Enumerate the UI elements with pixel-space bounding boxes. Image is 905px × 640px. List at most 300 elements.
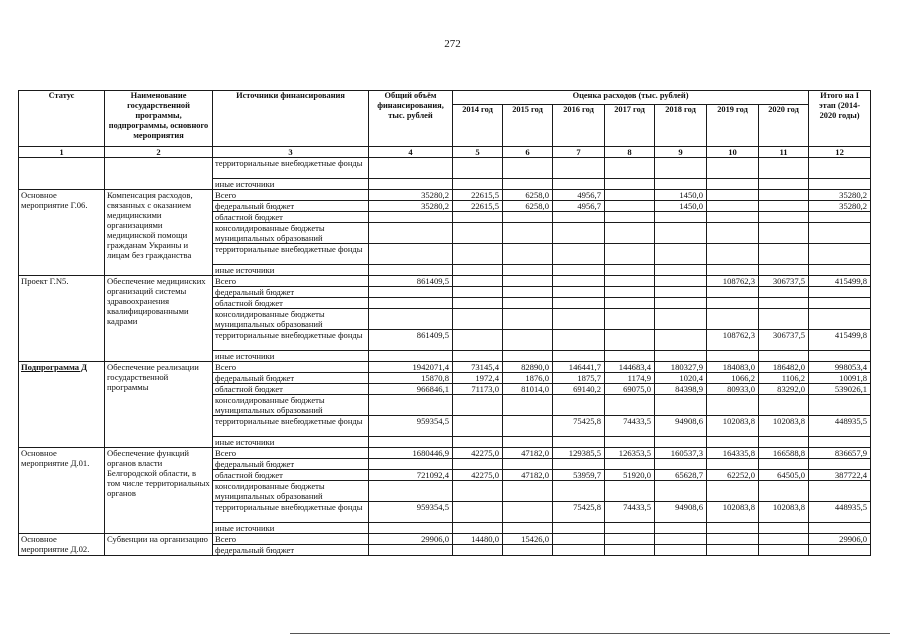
header-itogo: Итого на I этап (2014-2020 годы) (809, 91, 871, 147)
itogo-cell (809, 309, 871, 330)
itogo-cell (809, 459, 871, 470)
year-cell (605, 351, 655, 362)
year-cell (707, 459, 759, 470)
column-number: 4 (369, 147, 453, 158)
year-cell (707, 481, 759, 502)
empty-cell (707, 158, 759, 179)
year-cell (605, 212, 655, 223)
empty-cell (809, 158, 871, 179)
year-cell (707, 523, 759, 534)
table-row (19, 448, 871, 459)
year-cell (553, 330, 605, 351)
source-cell: Всего (213, 362, 369, 373)
itogo-cell: 448935,5 (809, 416, 871, 437)
year-cell (553, 534, 605, 545)
year-cell (503, 287, 553, 298)
year-cell (553, 298, 605, 309)
itogo-cell (809, 395, 871, 416)
year-cell: 75425,8 (553, 502, 605, 523)
table-row (19, 276, 871, 287)
source-cell: областной бюджет (213, 470, 369, 481)
empty-cell (453, 158, 503, 179)
table-row (19, 190, 871, 201)
empty-cell (707, 179, 759, 190)
year-cell: 83292,0 (759, 384, 809, 395)
total-cell: 861409,5 (369, 330, 453, 351)
header-year: 2015 год (503, 105, 553, 147)
total-cell (369, 395, 453, 416)
year-cell (605, 545, 655, 556)
column-number: 3 (213, 147, 369, 158)
year-cell (707, 395, 759, 416)
year-cell (707, 265, 759, 276)
itogo-cell: 448935,5 (809, 502, 871, 523)
table-row (19, 158, 871, 179)
year-cell (605, 395, 655, 416)
year-cell: 108762,3 (707, 276, 759, 287)
total-cell: 35280,2 (369, 190, 453, 201)
total-cell (369, 212, 453, 223)
year-cell (605, 481, 655, 502)
year-cell (759, 223, 809, 244)
year-cell (605, 190, 655, 201)
table-row (19, 534, 871, 545)
year-cell (605, 265, 655, 276)
source-cell: консолидированные бюджеты муниципальных образований (213, 481, 369, 502)
year-cell (553, 223, 605, 244)
year-cell: 47182,0 (503, 448, 553, 459)
table-row (19, 362, 871, 373)
year-cell: 1066,2 (707, 373, 759, 384)
year-cell: 1174,9 (605, 373, 655, 384)
source-cell: территориальные внебюджетные фонды (213, 244, 369, 265)
column-number: 1 (19, 147, 105, 158)
empty-cell (369, 158, 453, 179)
total-cell (369, 223, 453, 244)
year-cell (707, 351, 759, 362)
finance-table-container (18, 90, 870, 556)
status-cell (19, 158, 105, 190)
header-year: 2018 год (655, 105, 707, 147)
column-number: 2 (105, 147, 213, 158)
year-cell (707, 298, 759, 309)
year-cell (553, 437, 605, 448)
year-cell (553, 481, 605, 502)
itogo-cell (809, 244, 871, 265)
source-cell: Всего (213, 534, 369, 545)
year-cell: 184083,0 (707, 362, 759, 373)
header-total: Общий объём финансирования, тыс. рублей (369, 91, 453, 147)
year-cell (759, 437, 809, 448)
name-cell: Обеспечение функций органов власти Белгородской области, в том числе территориальных органов (105, 448, 213, 534)
header-source: Источники финансирования (213, 91, 369, 147)
year-cell (453, 459, 503, 470)
year-cell (453, 481, 503, 502)
year-cell: 74433,5 (605, 502, 655, 523)
itogo-cell (809, 223, 871, 244)
year-cell: 144683,4 (605, 362, 655, 373)
year-cell (707, 190, 759, 201)
column-number: 7 (553, 147, 605, 158)
year-cell: 71173,0 (453, 384, 503, 395)
year-cell (707, 545, 759, 556)
year-cell (759, 201, 809, 212)
header-year: 2017 год (605, 105, 655, 147)
empty-cell (503, 179, 553, 190)
year-cell: 1450,0 (655, 190, 707, 201)
itogo-cell (809, 437, 871, 448)
year-cell: 14480,0 (453, 534, 503, 545)
year-cell: 180327,9 (655, 362, 707, 373)
year-cell (503, 523, 553, 534)
year-cell: 75425,8 (553, 416, 605, 437)
header-estimate: Оценка расходов (тыс. рублей) (453, 91, 809, 105)
year-cell: 164335,8 (707, 448, 759, 459)
year-cell: 51920,0 (605, 470, 655, 481)
year-cell (503, 212, 553, 223)
finance-table (18, 90, 871, 556)
itogo-cell: 387722,4 (809, 470, 871, 481)
itogo-cell (809, 351, 871, 362)
year-cell (553, 265, 605, 276)
year-cell (655, 481, 707, 502)
year-cell: 69140,2 (553, 384, 605, 395)
status-cell: Основное мероприятие Д.01. (19, 448, 105, 534)
year-cell (759, 395, 809, 416)
source-cell: иные источники (213, 437, 369, 448)
status-cell: Основное мероприятие Д.02. (19, 534, 105, 556)
year-cell (503, 459, 553, 470)
table-header (19, 91, 871, 158)
year-cell (759, 212, 809, 223)
year-cell (605, 298, 655, 309)
year-cell (503, 265, 553, 276)
year-cell (553, 287, 605, 298)
empty-cell (503, 158, 553, 179)
header-year: 2020 год (759, 105, 809, 147)
name-cell: Обеспечение медицинских организаций системы здравоохранения квалифицированными кадрами (105, 276, 213, 362)
year-cell: 15426,0 (503, 534, 553, 545)
year-cell: 1450,0 (655, 201, 707, 212)
itogo-cell: 29906,0 (809, 534, 871, 545)
year-cell (707, 244, 759, 265)
year-cell (553, 545, 605, 556)
year-cell (453, 265, 503, 276)
year-cell (655, 309, 707, 330)
year-cell (655, 223, 707, 244)
year-cell: 6258,0 (503, 190, 553, 201)
year-cell: 84398,9 (655, 384, 707, 395)
year-cell (453, 502, 503, 523)
year-cell: 22615,5 (453, 190, 503, 201)
year-cell: 108762,3 (707, 330, 759, 351)
year-cell (605, 534, 655, 545)
year-cell: 64505,0 (759, 470, 809, 481)
status-cell: Проект Г.N5. (19, 276, 105, 362)
year-cell (605, 244, 655, 265)
year-cell: 1106,2 (759, 373, 809, 384)
year-cell (707, 223, 759, 244)
year-cell (453, 351, 503, 362)
year-cell: 186482,0 (759, 362, 809, 373)
year-cell (655, 395, 707, 416)
year-cell: 102083,8 (707, 416, 759, 437)
year-cell (503, 298, 553, 309)
itogo-cell (809, 481, 871, 502)
year-cell: 62252,0 (707, 470, 759, 481)
year-cell (655, 287, 707, 298)
total-cell (369, 459, 453, 470)
header-year: 2016 год (553, 105, 605, 147)
total-cell (369, 244, 453, 265)
year-cell (503, 545, 553, 556)
empty-cell (605, 179, 655, 190)
year-cell: 129385,5 (553, 448, 605, 459)
year-cell (503, 416, 553, 437)
total-cell (369, 309, 453, 330)
year-cell (759, 287, 809, 298)
total-cell: 29906,0 (369, 534, 453, 545)
source-cell: Всего (213, 448, 369, 459)
year-cell (553, 459, 605, 470)
year-cell (707, 212, 759, 223)
year-cell (655, 459, 707, 470)
source-cell: областной бюджет (213, 384, 369, 395)
year-cell: 102083,8 (759, 416, 809, 437)
total-cell: 35280,2 (369, 201, 453, 212)
empty-cell (553, 179, 605, 190)
header-name: Наименование государственной программы, подпрограммы, основного мероприятия (105, 91, 213, 147)
empty-cell (605, 158, 655, 179)
year-cell: 1876,0 (503, 373, 553, 384)
year-cell (453, 545, 503, 556)
total-cell: 959354,5 (369, 502, 453, 523)
itogo-cell: 539026,1 (809, 384, 871, 395)
year-cell: 42275,0 (453, 448, 503, 459)
source-cell: федеральный бюджет (213, 459, 369, 470)
year-cell (553, 395, 605, 416)
year-cell (503, 481, 553, 502)
year-cell (759, 309, 809, 330)
year-cell (605, 437, 655, 448)
name-cell: Субвенции на организацию (105, 534, 213, 556)
year-cell (655, 545, 707, 556)
year-cell: 73145,4 (453, 362, 503, 373)
empty-cell (655, 179, 707, 190)
year-cell: 160537,3 (655, 448, 707, 459)
itogo-cell: 35280,2 (809, 201, 871, 212)
year-cell: 65628,7 (655, 470, 707, 481)
year-cell: 1875,7 (553, 373, 605, 384)
source-cell: территориальные внебюджетные фонды (213, 158, 369, 179)
source-cell: областной бюджет (213, 298, 369, 309)
page-number: 272 (444, 38, 461, 50)
itogo-cell (809, 298, 871, 309)
itogo-cell (809, 212, 871, 223)
column-number: 10 (707, 147, 759, 158)
itogo-cell (809, 287, 871, 298)
source-cell: территориальные внебюджетные фонды (213, 502, 369, 523)
source-cell: Всего (213, 276, 369, 287)
year-cell: 1020,4 (655, 373, 707, 384)
header-status: Статус (19, 91, 105, 147)
year-cell: 146441,7 (553, 362, 605, 373)
year-cell: 94908,6 (655, 502, 707, 523)
year-cell (553, 309, 605, 330)
total-cell (369, 437, 453, 448)
source-cell: территориальные внебюджетные фонды (213, 416, 369, 437)
year-cell (553, 244, 605, 265)
empty-cell (655, 158, 707, 179)
itogo-cell: 998053,4 (809, 362, 871, 373)
year-cell (759, 265, 809, 276)
year-cell (655, 534, 707, 545)
year-cell (707, 309, 759, 330)
year-cell (707, 437, 759, 448)
year-cell (655, 330, 707, 351)
year-cell (605, 276, 655, 287)
itogo-cell: 415499,8 (809, 276, 871, 287)
total-cell: 15870,8 (369, 373, 453, 384)
year-cell: 126353,5 (605, 448, 655, 459)
year-cell: 102083,8 (759, 502, 809, 523)
year-cell (655, 276, 707, 287)
total-cell (369, 287, 453, 298)
year-cell (655, 437, 707, 448)
year-cell (503, 502, 553, 523)
empty-cell (553, 158, 605, 179)
year-cell (453, 223, 503, 244)
year-cell: 102083,8 (707, 502, 759, 523)
year-cell (453, 298, 503, 309)
year-cell (605, 223, 655, 244)
year-cell (503, 330, 553, 351)
total-cell: 861409,5 (369, 276, 453, 287)
column-number: 5 (453, 147, 503, 158)
total-cell: 959354,5 (369, 416, 453, 437)
empty-cell (759, 158, 809, 179)
source-cell: Всего (213, 190, 369, 201)
year-cell (655, 351, 707, 362)
year-cell (453, 416, 503, 437)
source-cell: консолидированные бюджеты муниципальных образований (213, 309, 369, 330)
column-number: 8 (605, 147, 655, 158)
year-cell (605, 287, 655, 298)
itogo-cell (809, 545, 871, 556)
year-cell (553, 212, 605, 223)
year-cell (655, 523, 707, 534)
year-cell (605, 523, 655, 534)
header-year: 2014 год (453, 105, 503, 147)
empty-cell (453, 179, 503, 190)
total-cell: 721092,4 (369, 470, 453, 481)
year-cell (503, 351, 553, 362)
column-number: 11 (759, 147, 809, 158)
year-cell (453, 309, 503, 330)
year-cell (453, 276, 503, 287)
year-cell: 82890,0 (503, 362, 553, 373)
itogo-cell: 10091,8 (809, 373, 871, 384)
column-number: 6 (503, 147, 553, 158)
status-cell: Подпрограмма Д (19, 362, 105, 448)
year-cell: 74433,5 (605, 416, 655, 437)
year-cell (553, 351, 605, 362)
source-cell: областной бюджет (213, 212, 369, 223)
total-cell: 966846,1 (369, 384, 453, 395)
itogo-cell: 836657,9 (809, 448, 871, 459)
status-cell: Основное мероприятие Г.06. (19, 190, 105, 276)
year-cell (655, 212, 707, 223)
year-cell (759, 545, 809, 556)
year-cell (759, 351, 809, 362)
year-cell (553, 276, 605, 287)
source-cell: консолидированные бюджеты муниципальных образований (213, 395, 369, 416)
year-cell (453, 287, 503, 298)
name-cell: Обеспечение реализации государственной программы (105, 362, 213, 448)
total-cell: 1942071,4 (369, 362, 453, 373)
year-cell (759, 298, 809, 309)
total-cell (369, 265, 453, 276)
year-cell (655, 244, 707, 265)
year-cell (453, 212, 503, 223)
empty-cell (759, 179, 809, 190)
year-cell (707, 534, 759, 545)
year-cell: 94908,6 (655, 416, 707, 437)
source-cell: федеральный бюджет (213, 545, 369, 556)
year-cell (707, 201, 759, 212)
source-cell: иные источники (213, 523, 369, 534)
itogo-cell (809, 523, 871, 534)
year-cell: 6258,0 (503, 201, 553, 212)
empty-cell (809, 179, 871, 190)
year-cell: 53959,7 (553, 470, 605, 481)
source-cell: территориальные внебюджетные фонды (213, 330, 369, 351)
year-cell (605, 459, 655, 470)
column-number: 9 (655, 147, 707, 158)
year-cell (553, 523, 605, 534)
year-cell (453, 330, 503, 351)
itogo-cell: 35280,2 (809, 190, 871, 201)
itogo-cell (809, 265, 871, 276)
column-number-row (19, 147, 871, 158)
total-cell (369, 481, 453, 502)
source-cell: консолидированные бюджеты муниципальных образований (213, 223, 369, 244)
year-cell: 22615,5 (453, 201, 503, 212)
year-cell (503, 223, 553, 244)
year-cell: 166588,8 (759, 448, 809, 459)
year-cell (759, 481, 809, 502)
year-cell: 306737,5 (759, 330, 809, 351)
year-cell: 81014,0 (503, 384, 553, 395)
year-cell: 4956,7 (553, 201, 605, 212)
bottom-rule (290, 633, 890, 634)
year-cell: 306737,5 (759, 276, 809, 287)
year-cell (453, 523, 503, 534)
total-cell (369, 351, 453, 362)
source-cell: иные источники (213, 179, 369, 190)
year-cell (759, 244, 809, 265)
source-cell: иные источники (213, 351, 369, 362)
year-cell (605, 309, 655, 330)
source-cell: федеральный бюджет (213, 201, 369, 212)
table-body (19, 158, 871, 556)
year-cell: 4956,7 (553, 190, 605, 201)
total-cell (369, 545, 453, 556)
year-cell (453, 437, 503, 448)
year-cell (453, 395, 503, 416)
source-cell: федеральный бюджет (213, 373, 369, 384)
year-cell: 42275,0 (453, 470, 503, 481)
